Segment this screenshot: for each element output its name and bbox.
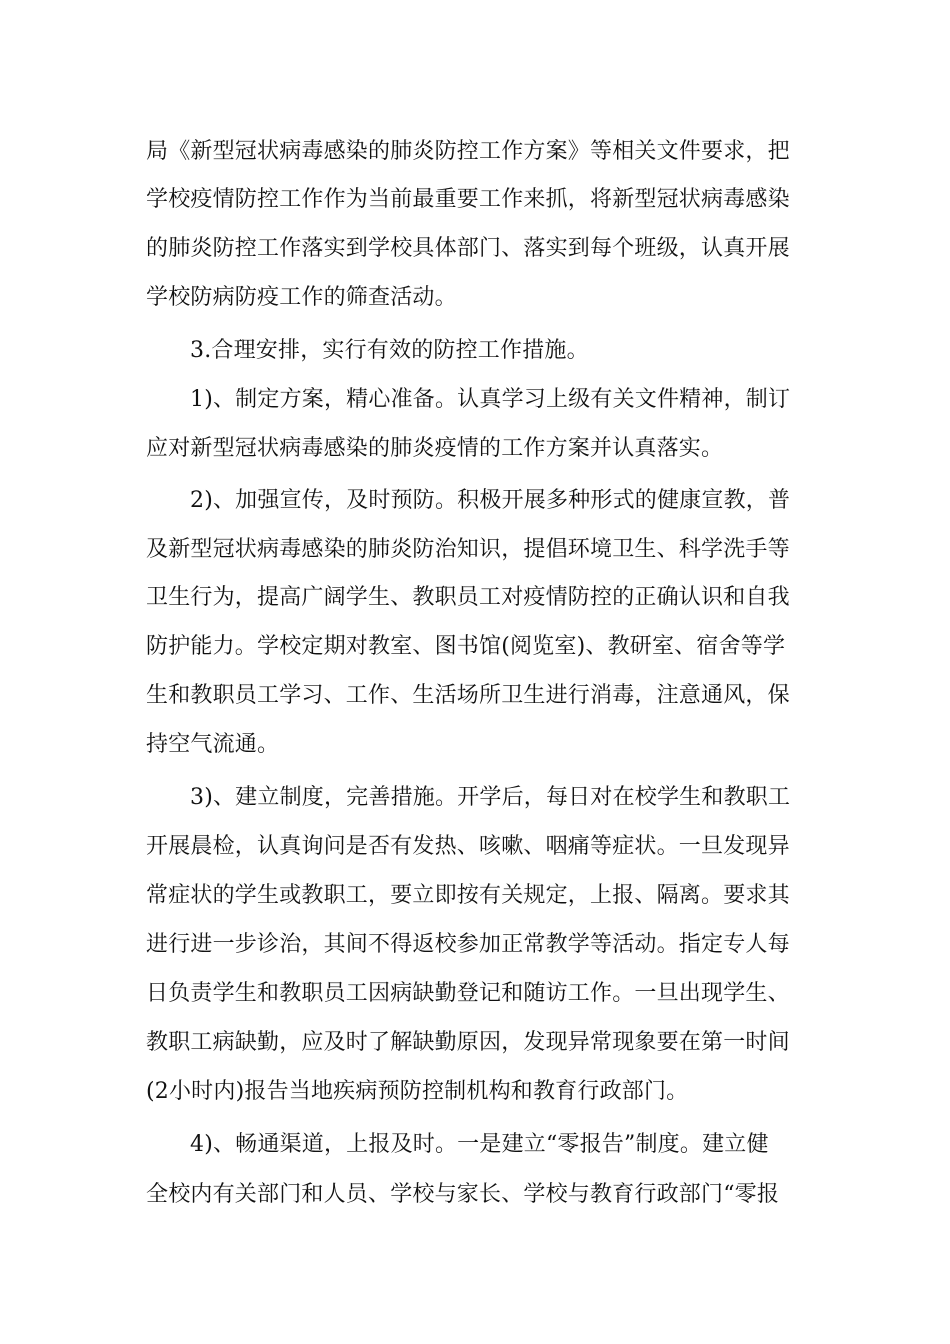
- text-line: 局《新型冠状病毒感染的肺炎防控工作方案》等相关文件要求，把: [146, 139, 790, 164]
- text-line: 应对新型冠状病毒感染的肺炎疫情的工作方案并认真落实。: [146, 436, 724, 461]
- text-line: 及新型冠状病毒感染的肺炎防治知识，提倡环境卫生、科学洗手等: [146, 537, 790, 562]
- text-line: 开展晨检，认真询问是否有发热、咳嗽、咽痛等症状。一旦发现异: [146, 834, 790, 859]
- text-line: 持空气流通。: [146, 732, 280, 757]
- section-heading: 3.合理安排，实行有效的防控工作措施。: [190, 338, 589, 363]
- text-line: 卫生行为，提高广阔学生、教职员工对疫情防控的正确认识和自我: [146, 585, 790, 610]
- text-line: 全校内有关部门和人员、学校与家长、学校与教育行政部门“零报: [146, 1182, 780, 1207]
- text-line: 生和教职员工学习、工作、生活场所卫生进行消毒，注意通风，保: [146, 683, 790, 708]
- text-line: 学校防病防疫工作的筛查活动。: [146, 285, 457, 310]
- text-line: 防护能力。学校定期对教室、图书馆(阅览室)、教研室、宿舍等学: [146, 634, 786, 659]
- text-line: 4)、畅通渠道，上报及时。一是建立“零报告”制度。建立健: [190, 1132, 769, 1157]
- text-line: 教职工病缺勤，应及时了解缺勤原因，发现异常现象要在第一时间: [146, 1030, 790, 1055]
- text-line: 2)、加强宣传，及时预防。积极开展多种形式的健康宣教，普: [190, 488, 791, 513]
- text-line: 3)、建立制度，完善措施。开学后，每日对在校学生和教职工: [190, 785, 791, 810]
- text-line: 学校疫情防控工作作为当前最重要工作来抓，将新型冠状病毒感染: [146, 187, 790, 212]
- text-line: (2小时内)报告当地疾病预防控制机构和教育行政部门。: [146, 1079, 689, 1104]
- text-line: 日负责学生和教职员工因病缺勤登记和随访工作。一旦出现学生、: [146, 981, 790, 1006]
- text-line: 常症状的学生或教职工，要立即按有关规定，上报、隔离。要求其: [146, 883, 790, 908]
- text-line: 的肺炎防控工作落实到学校具体部门、落实到每个班级，认真开展: [146, 236, 790, 261]
- text-line: 进行进一步诊治，其间不得返校参加正常教学等活动。指定专人每: [146, 932, 790, 957]
- text-line: 1)、制定方案，精心准备。认真学习上级有关文件精神，制订: [190, 387, 791, 412]
